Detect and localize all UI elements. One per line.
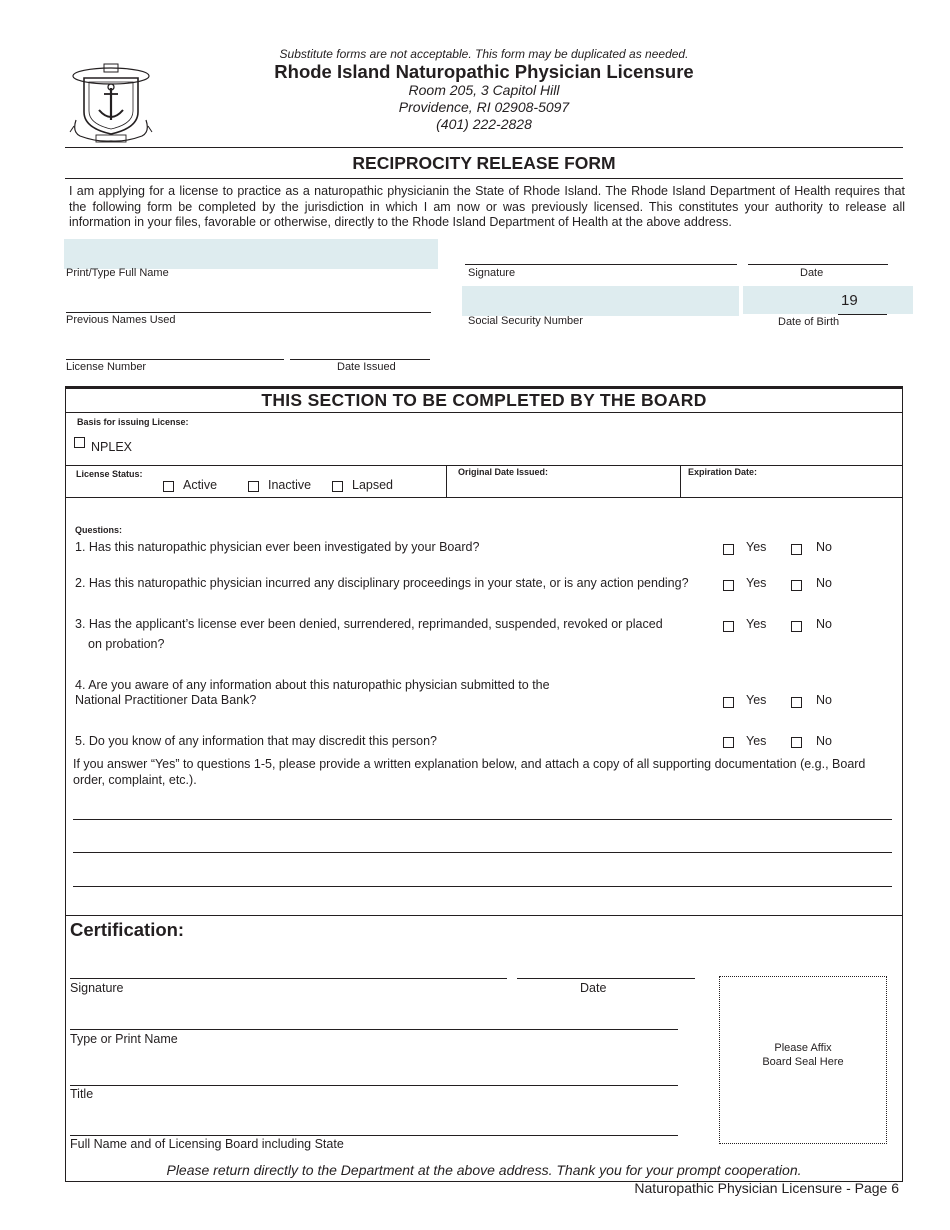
explanation-instructions: If you answer “Yes” to questions 1-5, please provide a written explanation below, and attach a copy of all supporting documentation (e.g., Board order, complaint, etc.). (73, 757, 866, 787)
cert-board-name-line[interactable] (70, 1135, 678, 1136)
question-3: 3. Has the applicant’s license ever been denied, surrendered, reprimanded, suspended, revoked or placed (75, 617, 663, 631)
agency-title: Rhode Island Naturopathic Physician Licensure (274, 61, 694, 82)
full-name-input[interactable] (64, 239, 438, 269)
title-divider (65, 178, 903, 179)
q4-no-checkbox[interactable] (791, 697, 802, 708)
q2-yes-checkbox[interactable] (723, 580, 734, 591)
q1-yes-label: Yes (746, 540, 767, 554)
original-date-label: Original Date Issued: (458, 467, 549, 477)
applicant-date-label: Date (800, 267, 824, 279)
explanation-line-2[interactable] (73, 852, 892, 853)
previous-names-line[interactable] (66, 312, 431, 313)
q5-yes-checkbox[interactable] (723, 737, 734, 748)
date-issued-line[interactable] (290, 359, 430, 360)
cert-date-line[interactable] (517, 978, 695, 979)
cert-title-line[interactable] (70, 1085, 678, 1086)
agency-address-line1: Room 205, 3 Capitol Hill (408, 82, 560, 98)
applicant-date-line[interactable] (748, 264, 888, 265)
certification-divider (65, 915, 903, 916)
seal-instruction-line-1: Please Affix (774, 1042, 832, 1054)
license-number-line[interactable] (66, 359, 284, 360)
q1-no-label: No (816, 540, 832, 554)
ssn-label: Social Security Number (468, 315, 583, 327)
question-4: 4. Are you aware of any information about this naturopathic physician submitted to the (75, 678, 550, 692)
question-4-continued: National Practitioner Data Bank? (75, 693, 257, 707)
cert-print-name-label: Type or Print Name (70, 1032, 178, 1046)
cert-print-name-line[interactable] (70, 1029, 678, 1030)
q2-no-checkbox[interactable] (791, 580, 802, 591)
basis-label: Basis for issuing License: (77, 417, 189, 427)
board-seal-box[interactable] (719, 976, 887, 1144)
q4-no-label: No (816, 693, 832, 707)
basis-divider (65, 465, 903, 466)
q5-no-label: No (816, 734, 832, 748)
q3-no-label: No (816, 617, 832, 631)
seal-instruction-line-2: Board Seal Here (762, 1056, 844, 1068)
q1-no-checkbox[interactable] (791, 544, 802, 555)
q2-yes-label: Yes (746, 576, 767, 590)
ssn-input[interactable] (462, 286, 739, 316)
form-title: RECIPROCITY RELEASE FORM (352, 153, 616, 173)
lapsed-label: Lapsed (352, 478, 394, 492)
q3-yes-checkbox[interactable] (723, 621, 734, 632)
lapsed-checkbox[interactable] (332, 481, 343, 492)
status-label: License Status: (76, 469, 143, 479)
return-note: Please return directly to the Department at the above address. Thank you for your prompt cooperation. (166, 1162, 802, 1178)
agency-phone: (401) 222-2828 (436, 116, 532, 132)
previous-names-label: Previous Names Used (66, 314, 176, 326)
dob-year-prefix: 19 (841, 292, 858, 309)
q4-yes-label: Yes (746, 693, 767, 707)
status-col-divider-1 (446, 465, 447, 497)
cert-date-label: Date (580, 981, 607, 995)
dob-underline (838, 314, 887, 315)
q3-yes-label: Yes (746, 617, 767, 631)
duplication-note: Substitute forms are not acceptable. This form may be duplicated as needed. (279, 47, 689, 61)
license-number-label: License Number (66, 361, 147, 373)
state-seal (66, 62, 156, 144)
dob-label: Date of Birth (778, 316, 840, 328)
expiration-date-label: Expiration Date: (688, 467, 758, 477)
inactive-checkbox[interactable] (248, 481, 259, 492)
nplex-checkbox[interactable] (74, 437, 85, 448)
question-1: 1. Has this naturopathic physician ever been investigated by your Board? (75, 540, 480, 554)
agency-address-line2: Providence, RI 02908-5097 (398, 99, 570, 115)
explanation-line-3[interactable] (73, 886, 892, 887)
question-5: 5. Do you know of any information that may discredit this person? (75, 734, 437, 748)
board-section-title: THIS SECTION TO BE COMPLETED BY THE BOARD (261, 390, 707, 410)
applicant-signature-label: Signature (468, 267, 516, 279)
cert-title-label: Title (70, 1087, 94, 1101)
q4-yes-checkbox[interactable] (723, 697, 734, 708)
active-label: Active (183, 478, 218, 492)
active-checkbox[interactable] (163, 481, 174, 492)
board-title-divider (65, 412, 903, 413)
status-col-divider-2 (680, 465, 681, 497)
status-divider (65, 497, 903, 498)
question-3-continued: on probation? (88, 637, 165, 651)
date-issued-label: Date Issued (337, 361, 396, 373)
full-name-label: Print/Type Full Name (66, 267, 169, 279)
q3-no-checkbox[interactable] (791, 621, 802, 632)
cert-board-name-label: Full Name and of Licensing Board including State (70, 1137, 344, 1151)
header-divider (65, 147, 903, 148)
nplex-label: NPLEX (91, 440, 132, 454)
board-section-top-rule (65, 386, 903, 389)
question-2: 2. Has this naturopathic physician incurred any disciplinary proceedings in your state, or is any action pending? (75, 576, 689, 590)
dob-input[interactable] (743, 286, 913, 314)
questions-label: Questions: (75, 525, 123, 535)
certification-title: Certification: (70, 919, 185, 940)
intro-paragraph: I am applying for a license to practice as a naturopathic physicianin the State of Rhode Island. The Rhode Island Department of Health requires that the following form be completed by the jurisdiction in which I am now or was previously licensed. This constitutes your authority to release all information in your files, favorable or otherwise, directly to the Rhode Island Department of Health at the above address. (69, 184, 905, 229)
cert-signature-label: Signature (70, 981, 124, 995)
cert-signature-line[interactable] (70, 978, 507, 979)
applicant-signature-line[interactable] (465, 264, 737, 265)
explanation-line-1[interactable] (73, 819, 892, 820)
board-frame-left (65, 386, 66, 1182)
q5-no-checkbox[interactable] (791, 737, 802, 748)
board-frame-right (902, 386, 903, 1182)
inactive-label: Inactive (268, 478, 312, 492)
q2-no-label: No (816, 576, 832, 590)
q5-yes-label: Yes (746, 734, 767, 748)
q1-yes-checkbox[interactable] (723, 544, 734, 555)
page-number: Naturopathic Physician Licensure - Page 6 (634, 1180, 899, 1196)
